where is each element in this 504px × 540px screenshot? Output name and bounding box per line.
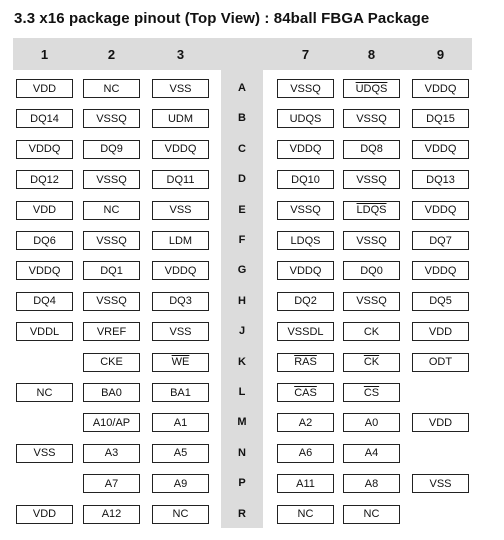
pin-M7 xyxy=(277,413,334,432)
pin-label: VSSQ xyxy=(356,112,387,125)
pin-label: LDM xyxy=(168,234,193,247)
pin-label: DQ5 xyxy=(429,295,452,308)
pin-B7 xyxy=(277,109,334,128)
row-letter-H: H xyxy=(238,294,246,307)
pin-J8 xyxy=(343,322,400,341)
pin-label: CK xyxy=(363,325,380,338)
pin-H9 xyxy=(412,292,469,311)
pin-M8 xyxy=(343,413,400,432)
pin-G3 xyxy=(152,261,209,280)
pin-label: VSSQ xyxy=(356,295,387,308)
row-letter-E: E xyxy=(238,203,246,216)
page-title: 3.3 x16 package pinout (Top View) : 84ball FBGA Package xyxy=(14,10,430,27)
pin-J2 xyxy=(83,322,140,341)
pin-B3 xyxy=(152,109,209,128)
row-letter-C: C xyxy=(238,142,246,155)
pin-D3 xyxy=(152,170,209,189)
pin-K9 xyxy=(412,353,469,372)
pin-label: VDDQ xyxy=(289,264,322,277)
pin-label: DQ12 xyxy=(30,173,59,186)
pin-F8 xyxy=(343,231,400,250)
pin-label: VSSQ xyxy=(96,234,127,247)
row-letter-J: J xyxy=(238,325,246,338)
pin-label: DQ2 xyxy=(294,295,317,308)
pin-G7 xyxy=(277,261,334,280)
pin-G9 xyxy=(412,261,469,280)
pin-label: A8 xyxy=(364,477,379,490)
pin-A2 xyxy=(83,79,140,98)
pin-label: DQ9 xyxy=(100,143,123,156)
pin-label: UDM xyxy=(167,112,194,125)
pin-label: NC xyxy=(363,508,380,521)
pin-label: VSSQ xyxy=(356,234,387,247)
pin-N2 xyxy=(83,444,140,463)
pin-label: VDDQ xyxy=(164,143,197,156)
pin-K2 xyxy=(83,353,140,372)
pin-R7 xyxy=(277,505,334,524)
pin-G2 xyxy=(83,261,140,280)
pin-A7 xyxy=(277,79,334,98)
pin-F3 xyxy=(152,231,209,250)
pin-F2 xyxy=(83,231,140,250)
pin-label: ODT xyxy=(428,356,453,369)
pin-L2 xyxy=(83,383,140,402)
pin-P7 xyxy=(277,474,334,493)
pin-label: DQ14 xyxy=(30,112,59,125)
column-number-9: 9 xyxy=(436,47,445,62)
pin-label: VDDL xyxy=(29,325,60,338)
pin-label: VSSQ xyxy=(96,112,127,125)
pin-N8 xyxy=(343,444,400,463)
pin-label: DQ7 xyxy=(429,234,452,247)
pin-M9 xyxy=(412,413,469,432)
row-letter-P: P xyxy=(238,477,246,490)
pin-E7 xyxy=(277,201,334,220)
pin-label: A1 xyxy=(173,416,188,429)
pin-K8 xyxy=(343,353,400,372)
pin-R2 xyxy=(83,505,140,524)
pin-label: $\overline{CK}$ xyxy=(363,356,380,369)
pin-E9 xyxy=(412,201,469,220)
pin-label: VDDQ xyxy=(424,143,457,156)
row-letter-K: K xyxy=(238,355,246,368)
pin-label: VSSQ xyxy=(96,295,127,308)
pin-M3 xyxy=(152,413,209,432)
pin-C2 xyxy=(83,140,140,159)
column-number-7: 7 xyxy=(301,47,310,62)
pin-L7 xyxy=(277,383,334,402)
pin-J9 xyxy=(412,322,469,341)
pin-label: NC xyxy=(36,386,53,399)
pin-P2 xyxy=(83,474,140,493)
pin-E8 xyxy=(343,201,400,220)
pin-A9 xyxy=(412,79,469,98)
pin-C7 xyxy=(277,140,334,159)
pin-N1 xyxy=(16,444,73,463)
pin-J7 xyxy=(277,322,334,341)
pin-label: $\overline{CS}$ xyxy=(363,386,380,399)
pin-label: A5 xyxy=(173,447,188,460)
pin-label: A0 xyxy=(364,416,379,429)
pin-E3 xyxy=(152,201,209,220)
pin-P8 xyxy=(343,474,400,493)
pin-label: $\overline{RAS}$ xyxy=(294,356,317,369)
pin-E2 xyxy=(83,201,140,220)
row-letter-M: M xyxy=(237,416,247,429)
pin-label: VREF xyxy=(96,325,127,338)
row-letter-A: A xyxy=(238,82,246,94)
pin-D2 xyxy=(83,170,140,189)
pin-label: A6 xyxy=(298,447,313,460)
pin-label: VDD xyxy=(428,325,453,338)
pin-label: BA1 xyxy=(170,386,191,399)
pin-C9 xyxy=(412,140,469,159)
pin-label: A11 xyxy=(296,477,315,490)
pin-label: VDD xyxy=(32,204,57,217)
pin-label: DQ10 xyxy=(291,173,320,186)
pin-P3 xyxy=(152,474,209,493)
pin-label: DQ6 xyxy=(33,234,56,247)
column-number-2: 2 xyxy=(107,47,116,62)
pin-label: VSS xyxy=(169,325,192,338)
pin-label: DQ15 xyxy=(426,112,455,125)
pin-label: DQ8 xyxy=(360,143,383,156)
pin-A3 xyxy=(152,79,209,98)
pin-label: NC xyxy=(172,508,189,521)
row-letter-F: F xyxy=(238,234,246,246)
pin-F1 xyxy=(16,231,73,250)
pin-L3 xyxy=(152,383,209,402)
pin-L1 xyxy=(16,383,73,402)
pin-E1 xyxy=(16,201,73,220)
pin-label: DQ13 xyxy=(426,173,455,186)
pin-R3 xyxy=(152,505,209,524)
pin-G8 xyxy=(343,261,400,280)
row-letter-R: R xyxy=(238,507,246,520)
pin-label: VDD xyxy=(32,508,57,521)
pin-A1 xyxy=(16,79,73,98)
pin-J3 xyxy=(152,322,209,341)
pin-label: VSS xyxy=(33,447,56,460)
pin-label: A4 xyxy=(364,447,379,460)
pin-label: VSSQ xyxy=(290,82,321,95)
row-letter-N: N xyxy=(238,446,246,459)
column-number-3: 3 xyxy=(176,47,185,62)
pin-label: VSSQ xyxy=(356,173,387,186)
pin-label: VDDQ xyxy=(424,204,457,217)
pin-label: DQ0 xyxy=(360,264,383,277)
column-header-bar xyxy=(13,38,472,70)
pin-H2 xyxy=(83,292,140,311)
pin-K3 xyxy=(152,353,209,372)
pin-label: VSSDL xyxy=(287,325,324,338)
pin-J1 xyxy=(16,322,73,341)
row-letter-G: G xyxy=(237,264,247,277)
pin-N7 xyxy=(277,444,334,463)
pin-label: VSS xyxy=(429,477,452,490)
pin-B1 xyxy=(16,109,73,128)
pin-label: DQ1 xyxy=(100,264,123,277)
pin-F9 xyxy=(412,231,469,250)
pin-label: VSSQ xyxy=(96,173,127,186)
pin-label: DQ3 xyxy=(169,295,192,308)
pin-M2 xyxy=(83,413,140,432)
pin-C3 xyxy=(152,140,209,159)
pin-label: VDDQ xyxy=(28,264,61,277)
pin-H8 xyxy=(343,292,400,311)
pin-label: NC xyxy=(103,204,120,217)
pin-B9 xyxy=(412,109,469,128)
pin-label: UDQS xyxy=(355,82,388,95)
row-letter-D: D xyxy=(238,173,246,186)
pin-R1 xyxy=(16,505,73,524)
pin-label: VDD xyxy=(428,416,453,429)
pin-H7 xyxy=(277,292,334,311)
row-letter-B: B xyxy=(238,112,246,125)
pin-C1 xyxy=(16,140,73,159)
pin-label: VDD xyxy=(32,82,57,95)
pin-N3 xyxy=(152,444,209,463)
pin-C8 xyxy=(343,140,400,159)
pin-B8 xyxy=(343,109,400,128)
column-number-8: 8 xyxy=(367,47,376,62)
pin-label: VDDQ xyxy=(424,264,457,277)
pin-label: A12 xyxy=(101,508,122,521)
pin-D9 xyxy=(412,170,469,189)
column-number-1: 1 xyxy=(40,47,49,62)
pin-label: A10/AP xyxy=(92,416,131,429)
pin-F7 xyxy=(277,231,334,250)
pin-A8 xyxy=(343,79,400,98)
pin-D8 xyxy=(343,170,400,189)
pin-label: A2 xyxy=(298,416,313,429)
pin-K7 xyxy=(277,353,334,372)
pin-label: $\overline{WE}$ xyxy=(171,356,190,369)
pin-D7 xyxy=(277,170,334,189)
pin-label: VDDQ xyxy=(289,143,322,156)
pin-label: LDQS xyxy=(290,234,321,247)
pin-label: VDDQ xyxy=(28,143,61,156)
pin-label: NC xyxy=(103,82,120,95)
pin-D1 xyxy=(16,170,73,189)
pin-L8 xyxy=(343,383,400,402)
pin-label: UDQS xyxy=(289,112,322,125)
pin-label: BA0 xyxy=(101,386,122,399)
pin-label: A9 xyxy=(173,477,188,490)
pin-R8 xyxy=(343,505,400,524)
pin-label: VDDQ xyxy=(424,82,457,95)
pin-label: VSSQ xyxy=(290,204,321,217)
pin-H1 xyxy=(16,292,73,311)
pin-label: VDDQ xyxy=(164,264,197,277)
row-letter-L: L xyxy=(238,386,246,398)
pin-label: A3 xyxy=(104,447,119,460)
pin-label: VSS xyxy=(169,82,192,95)
pin-label: A7 xyxy=(104,477,119,490)
pin-label: DQ11 xyxy=(166,173,195,186)
pin-label: CKE xyxy=(100,356,123,369)
pin-label: LDQS xyxy=(356,204,387,217)
pin-G1 xyxy=(16,261,73,280)
pin-B2 xyxy=(83,109,140,128)
pin-label: VSS xyxy=(169,204,192,217)
pin-H3 xyxy=(152,292,209,311)
pin-label: NC xyxy=(297,508,314,521)
pin-P9 xyxy=(412,474,469,493)
pin-label: $\overline{CAS}$ xyxy=(294,386,317,399)
pin-label: DQ4 xyxy=(33,295,56,308)
